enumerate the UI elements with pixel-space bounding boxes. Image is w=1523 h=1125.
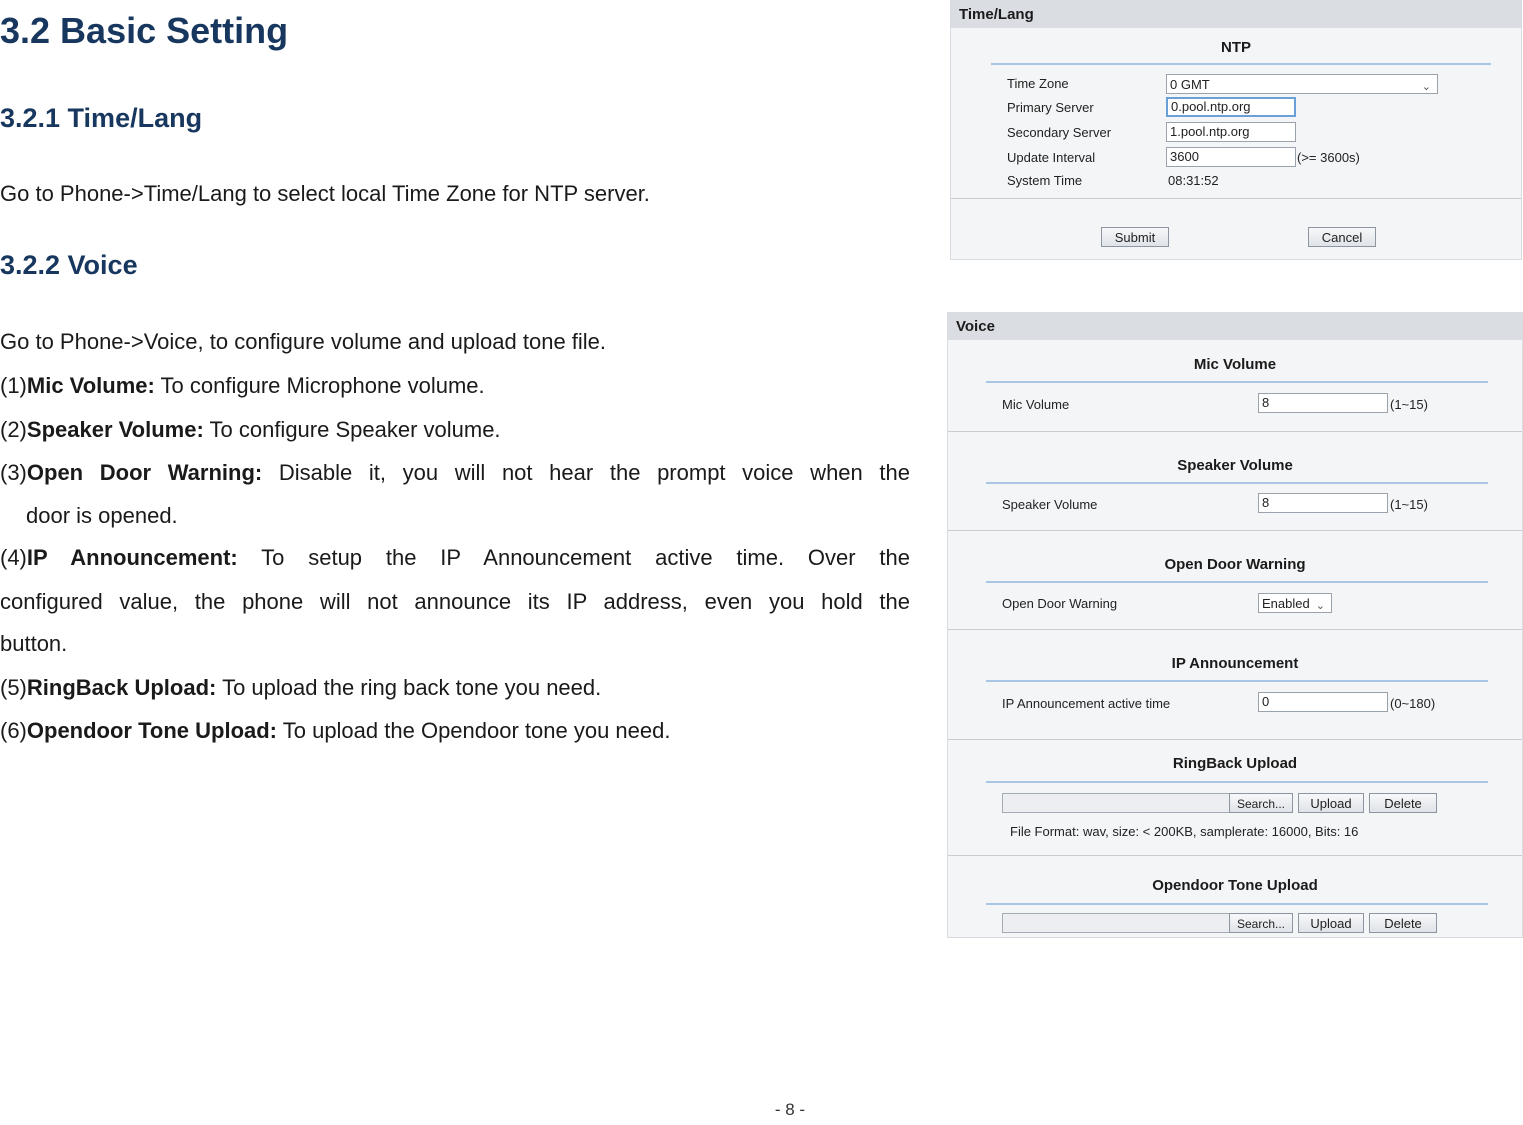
- cancel-button[interactable]: Cancel: [1308, 227, 1376, 247]
- list-item-term: RingBack Upload:: [26, 675, 217, 700]
- list-item: [0, 545, 910, 571]
- list-item-text: Disable it, you will not hear the prompt voice when the: [262, 460, 910, 485]
- list-item-text: To configure Microphone volume.: [154, 373, 485, 398]
- section-title-ntp: NTP: [1221, 39, 1251, 56]
- ip-announcement-label: IP Announcement active time: [1002, 696, 1171, 711]
- secondary-server-label: Secondary Server: [1007, 125, 1112, 140]
- section-rule: [991, 63, 1491, 65]
- list-item-number: (1): [0, 373, 27, 398]
- divider: [948, 431, 1522, 432]
- divider: [948, 530, 1522, 531]
- list-item-number: (6): [0, 718, 27, 743]
- list-item-number: (4): [0, 545, 27, 570]
- list-item-continuation: configured value, the phone will not announce its IP address, even you hold the: [0, 589, 910, 614]
- ip-announcement-hint: (0~180): [1390, 696, 1436, 711]
- list-item-number: (5): [0, 675, 27, 700]
- submit-button[interactable]: Submit: [1101, 227, 1169, 247]
- timezone-label: Time Zone: [1007, 76, 1069, 91]
- voice-panel: [947, 312, 1523, 938]
- system-time-value: 08:31:52: [1168, 173, 1219, 188]
- section-title-mic-volume: Mic Volume: [1193, 356, 1277, 373]
- paragraph-voice: Go to Phone->Voice, to configure volume and upload tone file.: [0, 329, 607, 354]
- list-item-term: IP Announcement:: [26, 545, 238, 570]
- update-interval-hint: (>= 3600s): [1297, 150, 1360, 165]
- mic-volume-hint: (1~15): [1390, 397, 1428, 412]
- timezone-select[interactable]: [1166, 74, 1438, 94]
- section-title-open-door-warning: Open Door Warning: [1164, 556, 1306, 573]
- primary-server-input[interactable]: [1166, 97, 1296, 117]
- ip-announcement-input[interactable]: [1258, 692, 1388, 712]
- page-number: - 8 -: [774, 1100, 806, 1119]
- list-item-term: Opendoor Tone Upload:: [26, 718, 278, 743]
- list-item-term: Mic Volume:: [26, 373, 155, 398]
- open-door-warning-label: Open Door Warning: [1002, 596, 1118, 611]
- timezone-value: 0 GMT: [1170, 77, 1210, 92]
- open-door-warning-select[interactable]: [1258, 593, 1332, 613]
- list-item: [0, 373, 910, 399]
- list-item-text: To setup the IP Announcement active time. Over the: [237, 545, 910, 570]
- ringback-delete-button[interactable]: Delete: [1369, 793, 1437, 813]
- section-heading-voice: 3.2.2 Voice: [0, 250, 138, 280]
- divider: [948, 739, 1522, 740]
- divider: [948, 629, 1522, 630]
- divider: [948, 855, 1522, 856]
- list-item-number: (3): [0, 460, 27, 485]
- list-item-text: To upload the Opendoor tone you need.: [277, 718, 671, 743]
- panel-title: Time/Lang: [951, 1, 1521, 28]
- opendoor-delete-button[interactable]: Delete: [1369, 913, 1437, 933]
- speaker-volume-hint: (1~15): [1390, 497, 1428, 512]
- speaker-volume-input[interactable]: [1258, 493, 1388, 513]
- section-rule: [986, 781, 1488, 783]
- list-item-term: Speaker Volume:: [26, 417, 204, 442]
- list-item: [0, 675, 910, 701]
- page-heading: 3.2 Basic Setting: [0, 10, 289, 51]
- ringback-upload-button[interactable]: Upload: [1298, 793, 1364, 813]
- section-rule: [986, 482, 1488, 484]
- list-item: [0, 417, 910, 443]
- list-item-text: To upload the ring back tone you need.: [216, 675, 602, 700]
- list-item: [0, 718, 910, 744]
- primary-server-label: Primary Server: [1007, 100, 1094, 115]
- list-item: [0, 460, 910, 486]
- ringback-search-button[interactable]: Search...: [1229, 793, 1293, 813]
- list-item-number: (2): [0, 417, 27, 442]
- update-interval-label: Update Interval: [1007, 150, 1096, 165]
- section-title-ip-announcement: IP Announcement: [1171, 655, 1299, 672]
- section-heading-timelang: 3.2.1 Time/Lang: [0, 103, 203, 133]
- mic-volume-label: Mic Volume: [1002, 397, 1070, 412]
- section-title-opendoor-tone-upload: Opendoor Tone Upload: [1152, 877, 1318, 894]
- section-title-speaker-volume: Speaker Volume: [1177, 457, 1293, 474]
- section-rule: [986, 581, 1488, 583]
- timelang-panel: [950, 0, 1522, 260]
- system-time-label: System Time: [1007, 173, 1083, 188]
- section-title-ringback-upload: RingBack Upload: [1172, 755, 1298, 772]
- update-interval-input[interactable]: [1166, 147, 1296, 167]
- speaker-volume-label: Speaker Volume: [1002, 497, 1098, 512]
- section-rule: [986, 381, 1488, 383]
- section-rule: [986, 680, 1488, 682]
- mic-volume-input[interactable]: [1258, 393, 1388, 413]
- ringback-file-format: File Format: wav, size: < 200KB, samplerate: 16000, Bits: 16: [1010, 824, 1359, 839]
- panel-title: Voice: [948, 313, 1522, 340]
- open-door-warning-value: Enabled: [1262, 596, 1310, 611]
- chevron-down-icon: ⌄: [1315, 600, 1325, 612]
- chevron-down-icon: ⌄: [1421, 81, 1431, 93]
- list-item-continuation: door is opened.: [26, 503, 178, 528]
- list-item-text: To configure Speaker volume.: [203, 417, 501, 442]
- paragraph-timelang: Go to Phone->Time/Lang to select local Time Zone for NTP server.: [0, 181, 650, 206]
- list-item-term: Open Door Warning:: [26, 460, 263, 485]
- divider: [951, 198, 1521, 199]
- section-rule: [986, 903, 1488, 905]
- opendoor-search-button[interactable]: Search...: [1229, 913, 1293, 933]
- secondary-server-input[interactable]: [1166, 122, 1296, 142]
- opendoor-upload-button[interactable]: Upload: [1298, 913, 1364, 933]
- list-item-continuation: button.: [0, 631, 68, 656]
